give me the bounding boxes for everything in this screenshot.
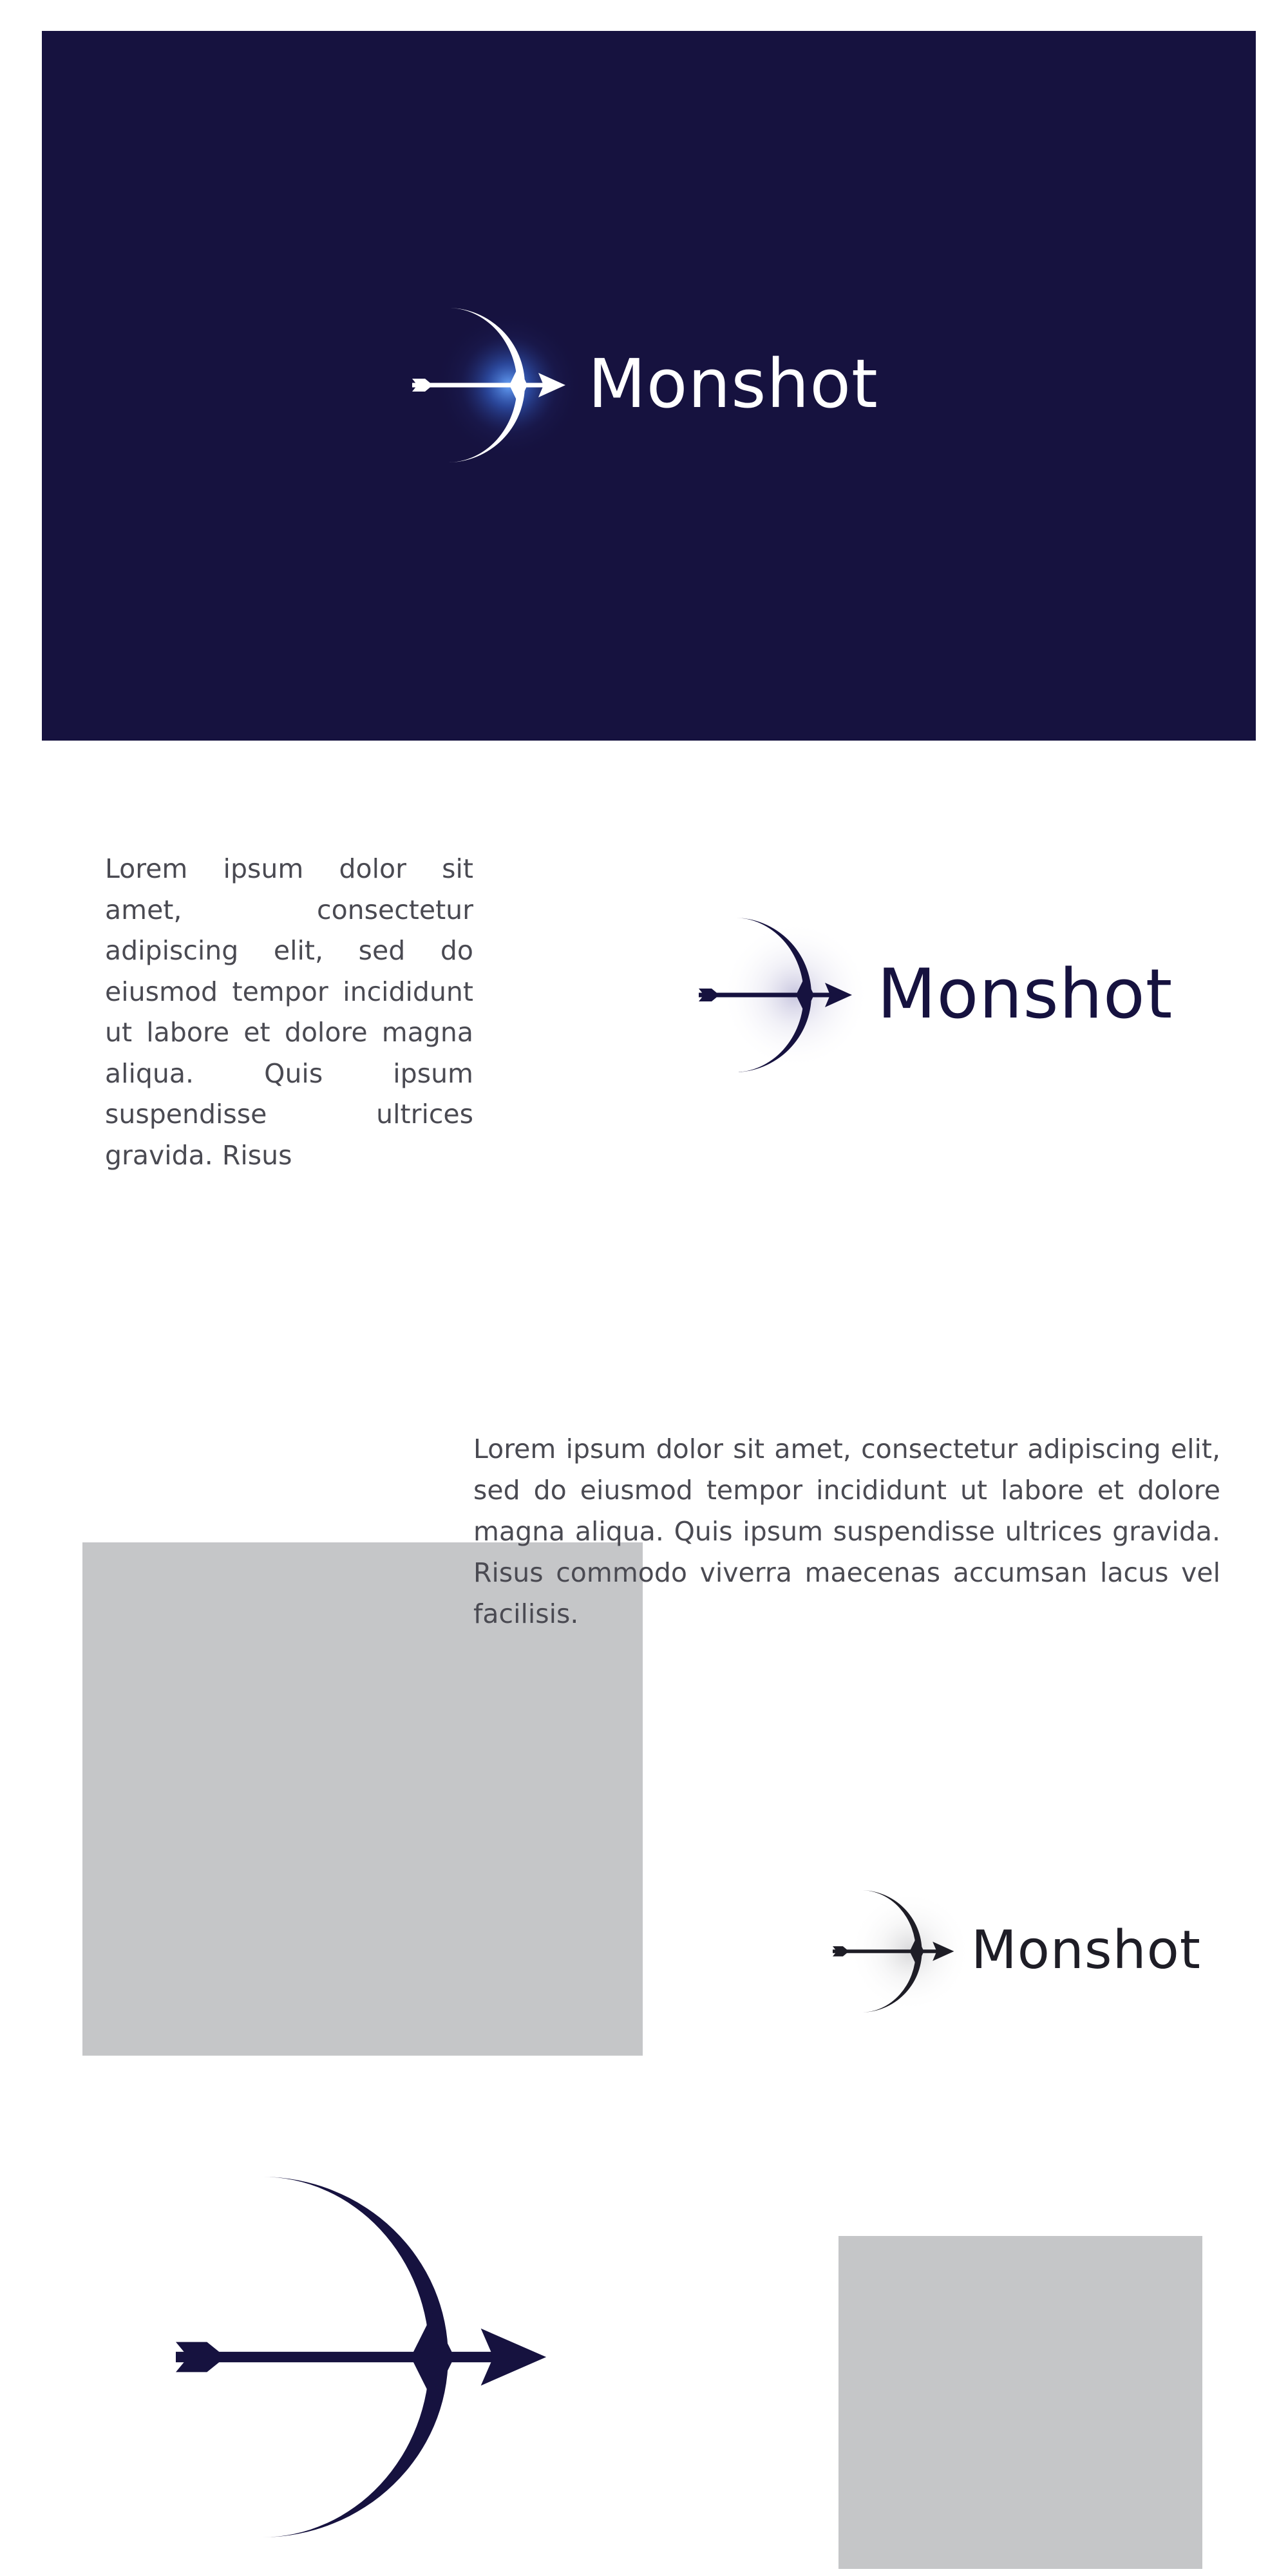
hero-logo-icon bbox=[412, 311, 599, 491]
feature-paragraph: Lorem ipsum dolor sit amet, consectetur adipiscing elit, sed do eiusmod tempor incididunt ut labore et dolore magna aliqua. Quis ipsum suspendisse ultrices gravida. Risus commodo viverra maecenas accumsan lacus vel facilisis. bbox=[473, 1434, 1220, 1629]
large-logo-icon bbox=[176, 2177, 549, 2537]
image-placeholder-small bbox=[838, 2236, 1202, 2569]
intro-paragraph: Lorem ipsum dolor sit amet, consectetur adipiscing elit, sed do eiusmod tempor incididunt ut labore et dolore magna aliqua. Quis ipsum suspendisse ultrices gravida. Risus bbox=[105, 853, 473, 1171]
dark-logo-icon bbox=[833, 1890, 981, 2019]
navy-logo-icon bbox=[699, 918, 873, 1072]
navy-wordmark: Monshot bbox=[877, 954, 1173, 1034]
hero-banner bbox=[42, 31, 1256, 741]
hero-wordmark: Monshot bbox=[588, 345, 878, 423]
dark-wordmark: Monshot bbox=[971, 1920, 1201, 1981]
